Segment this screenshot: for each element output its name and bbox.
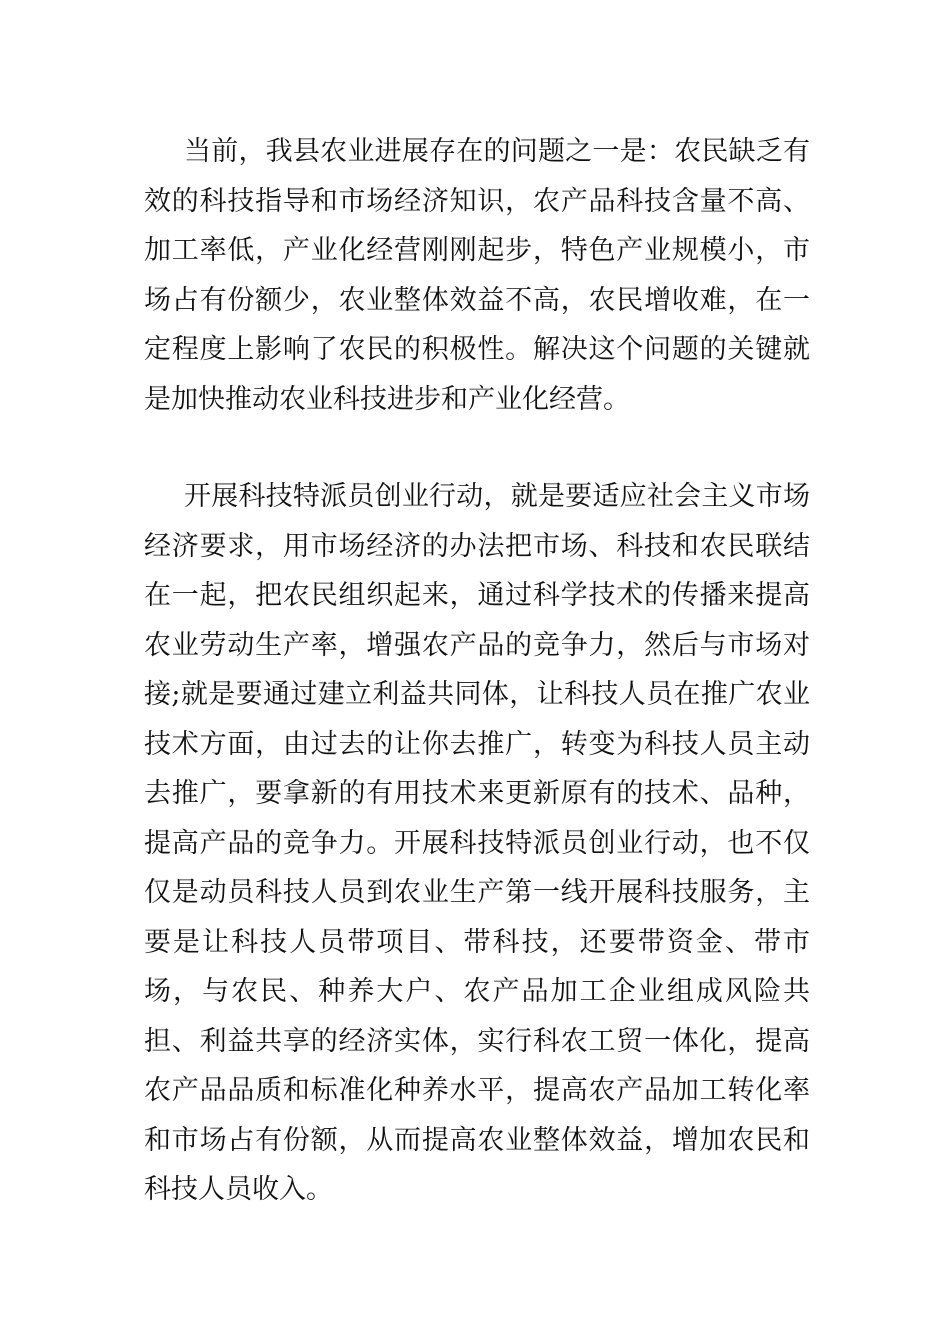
paragraph-1: 当前，我县农业进展存在的问题之一是：农民缺乏有效的科技指导和市场经济知识，农产品科技含量不高、加工率低，产业化经营刚刚起步，特色产业规模小，市场占有份额少，农业整体效益不高，农民增收难，在一定程度上影响了农民的积极性。解决这个问题的关键就是加快推动农业科技进步和产业化经营。 [144, 136, 810, 415]
paragraph-2: 开展科技特派员创业行动，就是要适应社会主义市场经济要求，用市场经济的办法把市场、科技和农民联结在一起，把农民组织起来，通过科学技术的传播来提高农业劳动生产率，增强农产品的竞争力，然后与市场对接;就是要通过建立利益共同体，让科技人员在推广农业技术方面，由过去的让你去推广，转变为科技人员主动去推广，要拿新的有用技术来更新原有的技术、品种，提高产品的竞争力。开展科技特派员创业行动，也不仅仅是动员科技人员到农业生产第一线开展科技服务，主要是让科技人员带项目、带科技，还要带资金、带市场，与农民、种养大户、农产品加工企业组成风险共担、利益共享的经济实体，实行科农工贸一体化，提高农产品品质和标准化种养水平，提高农产品加工转化率和市场占有份额，从而提高农业整体效益，增加农民和科技人员收入。 [144, 481, 810, 1205]
